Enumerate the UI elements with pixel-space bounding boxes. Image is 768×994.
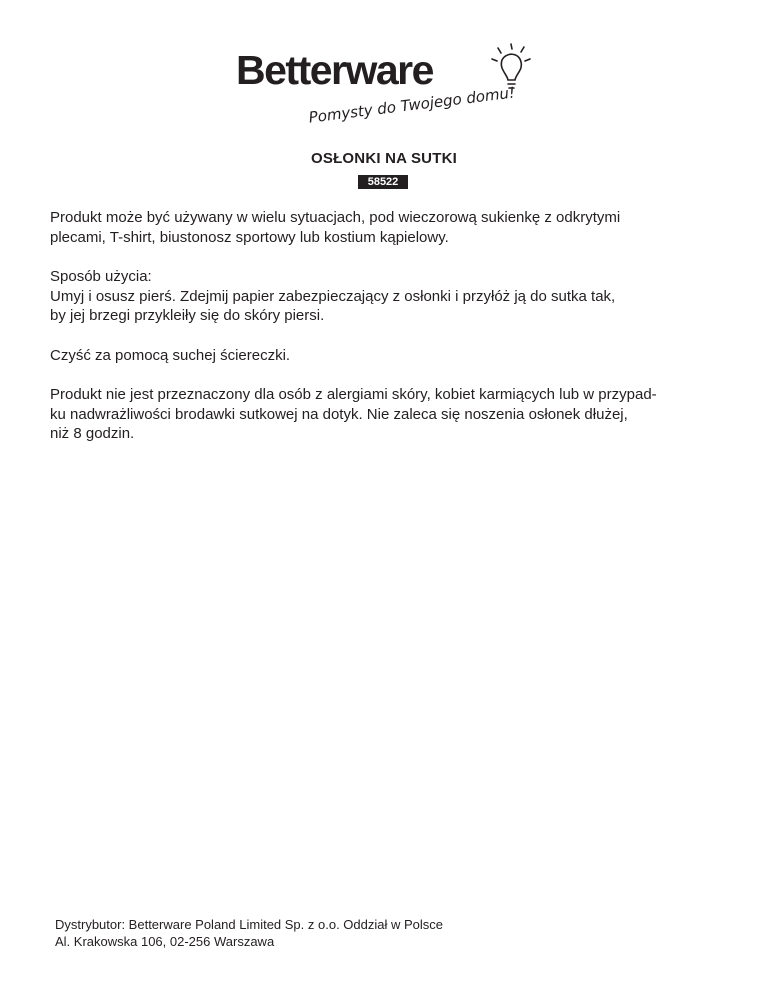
warning-line-2: ku nadwrażliwości brodawki sutkowej na dotyk. Nie zaleca się noszenia osłonek dłużej, xyxy=(50,405,628,423)
usage-paragraph xyxy=(50,267,730,326)
logo-tagline: Pomysty do Twojego domu! xyxy=(307,83,516,127)
product-code-badge: 58522 xyxy=(358,175,408,189)
usage-line-2: by jej brzegi przykleiły się do skóry piersi. xyxy=(50,307,325,324)
cleaning-paragraph xyxy=(50,346,730,366)
cleaning-line-1: Czyść za pomocą suchej ściereczki. xyxy=(50,346,291,364)
product-title: OSŁONKI NA SUTKI xyxy=(311,150,457,167)
lightbulb-icon xyxy=(492,44,530,88)
warning-paragraph xyxy=(50,385,730,444)
warning-line-1: Produkt nie jest przeznaczony dla osób z alergiami skóry, kobiet karmiących lub w przypad- xyxy=(50,386,657,403)
intro-line-2: plecami, T-shirt, biustonosz sportowy lub kostium kąpielowy. xyxy=(50,228,449,246)
distributor-footer xyxy=(55,916,443,950)
footer-line-1: Dystrybutor: Betterware Poland Limited Sp. z o.o. Oddział w Polsce xyxy=(55,917,444,932)
warning-line-3: niż 8 godzin. xyxy=(50,425,135,442)
intro-paragraph xyxy=(50,208,730,247)
footer-line-2: Al. Krakowska 106, 02-256 Warszawa xyxy=(55,934,275,949)
instructions-body xyxy=(50,208,730,464)
logo-brand-text: Betterware xyxy=(236,47,433,93)
usage-heading: Sposób użycia: xyxy=(50,268,152,285)
intro-line-1: Produkt może być używany w wielu sytuacjach, pod wieczorową sukienkę z odkrytymi xyxy=(50,209,621,226)
betterware-logo xyxy=(236,42,536,137)
usage-line-1: Umyj i osusz pierś. Zdejmij papier zabezpieczający z osłonki i przyłóż ją do sutka tak, xyxy=(50,287,616,305)
